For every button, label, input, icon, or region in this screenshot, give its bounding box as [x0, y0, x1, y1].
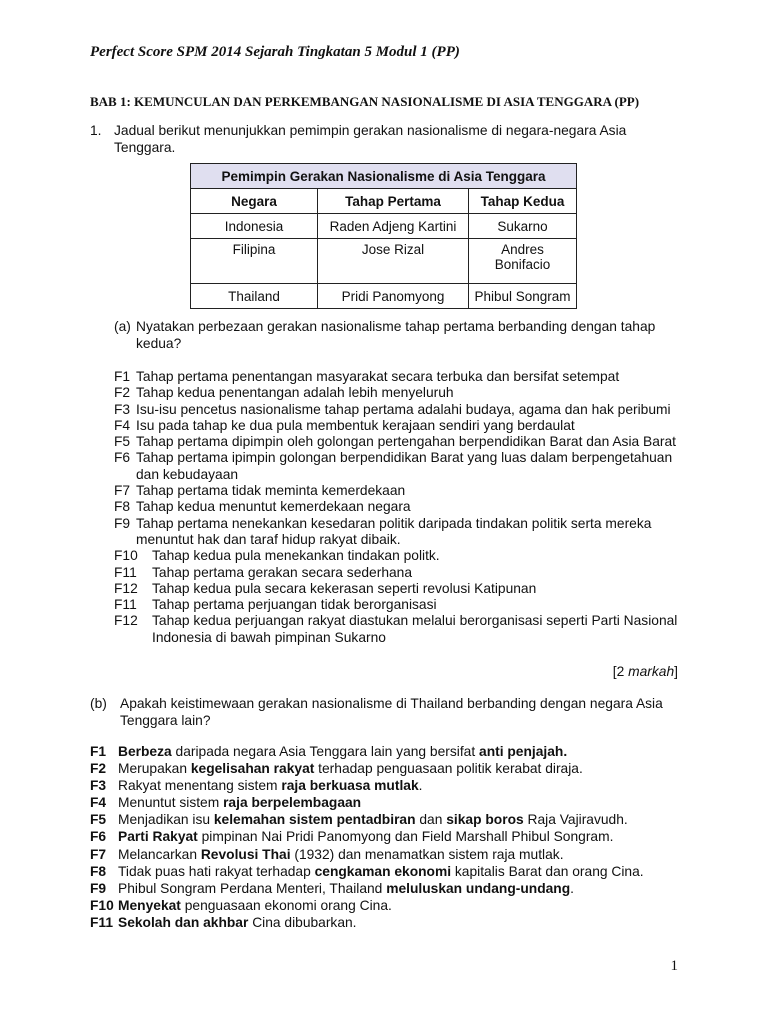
answer-text: Melancarkan — [118, 846, 201, 862]
table-cell: Pridi Panomyong — [318, 284, 469, 309]
table-cell: Phibul Songram — [469, 284, 577, 309]
answer-text: Tahap kedua pula secara kekerasan seperti revolusi Katipunan — [152, 580, 537, 596]
answer-bold-text: kegelisahan rakyat — [190, 761, 315, 777]
answer-key: F8 — [90, 863, 107, 879]
answer-key: F2 — [114, 385, 131, 401]
answer-text: kapitalis Barat dan orang Cina. — [451, 863, 644, 879]
answer-key: F12 — [114, 613, 138, 629]
answer-item — [114, 483, 694, 499]
table-header-cell: Tahap Kedua — [469, 189, 577, 214]
table-row — [191, 239, 577, 284]
table-row — [191, 284, 577, 309]
answer-key: F5 — [114, 434, 131, 450]
part-a-answer-list — [114, 369, 694, 646]
answer-text: Tahap pertama penentangan masyarakat secara terbuka dan bersifat setempat — [136, 369, 620, 384]
answer-bold-text: Sekolah dan akhbar — [118, 914, 249, 930]
table-cell: Jose Rizal — [318, 239, 469, 284]
answer-item — [90, 897, 710, 914]
answer-text: Cina dibubarkan. — [248, 914, 357, 930]
answer-text: Tahap kedua menuntut kemerdekaan negara — [136, 499, 411, 515]
table-header-cell: Tahap Pertama — [318, 189, 469, 214]
answer-key: F11 — [114, 564, 137, 580]
answer-key: F6 — [114, 450, 131, 466]
answer-item — [114, 369, 694, 385]
answer-item — [90, 880, 710, 897]
answer-key: F11 — [90, 914, 114, 930]
answer-key: F9 — [90, 880, 107, 896]
answer-bold-text: Revolusi Thai — [200, 846, 291, 862]
answer-bold-text: kelemahan sistem pentadbiran — [213, 812, 416, 828]
answer-key: F9 — [114, 515, 131, 531]
question-number: 1. — [90, 123, 102, 138]
marks-word: markah — [628, 664, 675, 679]
table-cell: Andres Bonifacio — [469, 239, 577, 284]
table-header-cell: Negara — [191, 189, 318, 214]
answer-key: F12 — [114, 580, 138, 596]
answer-text: Tahap pertama ipimpin golongan berpendidikan Barat yang luas dalam berpengetahuan dan kebudayaan — [136, 450, 673, 482]
answer-item — [114, 418, 694, 434]
answer-key: F1 — [90, 744, 107, 759]
table-row — [191, 214, 577, 239]
answer-text: Merupakan — [118, 761, 191, 777]
answer-item — [90, 760, 710, 777]
answer-item — [114, 434, 694, 450]
answer-item — [90, 743, 710, 760]
answer-item — [90, 777, 710, 794]
answer-key: F1 — [114, 369, 131, 384]
table-title: Pemimpin Gerakan Nasionalisme di Asia Tenggara — [191, 164, 577, 189]
answer-text: (1932) dan menamatkan sistem raja mutlak. — [290, 846, 564, 862]
answer-item — [90, 846, 710, 863]
answer-text: Tahap pertama gerakan secara sederhana — [152, 564, 413, 580]
answer-text: Rakyat menentang sistem — [118, 778, 282, 794]
answer-bold-text: cengkaman ekonomi — [314, 863, 452, 879]
answer-key: F11 — [114, 597, 137, 613]
answer-text: Tidak puas hati rakyat terhadap — [118, 863, 315, 879]
answer-item — [90, 794, 710, 811]
answer-bold-text: raja berpelembagaan — [223, 795, 362, 811]
answer-item — [114, 402, 694, 418]
marks-close: ] — [674, 664, 678, 679]
answer-key: F4 — [114, 417, 131, 433]
answer-item — [90, 863, 710, 880]
answer-text: Tahap pertama tidak meminta kemerdekaan — [136, 483, 406, 499]
question-text: Jadual berikut menunjukkan pemimpin gerakan nasionalisme di negara-negara Asia Tenggara. — [114, 123, 627, 155]
part-b-answer-list — [90, 743, 710, 931]
answer-bold-text: meluluskan undang-undang — [386, 880, 571, 896]
answer-key: F6 — [90, 829, 107, 845]
answer-text: . — [570, 880, 574, 896]
answer-text: Tahap kedua pula menekankan tindakan politk. — [152, 548, 440, 564]
answer-text: Raja Vajiravudh. — [523, 812, 628, 828]
answer-text: . — [418, 778, 423, 794]
answer-bold-text: sikap boros — [446, 812, 524, 828]
answer-text: Menuntut sistem — [118, 795, 224, 811]
answer-bold-text: Menyekat — [118, 897, 181, 913]
answer-text: Tahap kedua perjuangan rakyat diastukan melalui berorganisasi seperti Parti Nasional Indonesia di bawah pimpinan Sukarno — [152, 613, 678, 645]
chapter-title: BAB 1: KEMUNCULAN DAN PERKEMBANGAN NASIONALISME DI ASIA TENGGARA (PP) — [90, 94, 640, 109]
answer-bold-text: Parti Rakyat — [118, 829, 198, 845]
answer-text: Tahap kedua penentangan adalah lebih menyeluruh — [136, 385, 454, 401]
leaders-table — [190, 163, 577, 309]
answer-text: daripada negara Asia Tenggara lain yang bersifat — [171, 744, 480, 759]
part-b-label: (b) — [90, 696, 107, 711]
answer-key: F10 — [90, 897, 114, 913]
answer-item — [114, 499, 694, 515]
answer-text: penguasaan ekonomi orang Cina. — [180, 897, 392, 913]
answer-text: Isu-isu pencetus nasionalisme tahap pertama adalahi budaya, agama dan hak peribumi — [136, 401, 671, 417]
answer-item — [114, 548, 694, 564]
answer-item — [114, 565, 694, 581]
page-header: Perfect Score SPM 2014 Sejarah Tingkatan 5 Modul 1 (PP) — [90, 44, 460, 60]
answer-text: Phibul Songram Perdana Menteri, Thailand — [118, 880, 387, 896]
answer-key: F2 — [90, 761, 107, 777]
answer-text: pimpinan Nai Pridi Panomyong dan Field Marshall Phibul Songram. — [197, 829, 614, 845]
answer-key: F4 — [90, 795, 107, 811]
answer-text: Menjadikan isu — [118, 812, 214, 828]
answer-text: dan — [415, 812, 447, 828]
answer-text: Tahap pertama perjuangan tidak berorganisasi — [152, 597, 437, 613]
part-a-label: (a) — [114, 319, 131, 334]
part-a-question: Nyatakan perbezaan gerakan nasionalisme tahap pertama berbanding dengan tahap kedua? — [136, 319, 656, 351]
answer-item — [114, 581, 694, 597]
table-cell: Filipina — [191, 239, 318, 284]
answer-item — [114, 613, 694, 646]
answer-bold-text: anti penjajah. — [479, 744, 568, 759]
table-cell: Thailand — [191, 284, 318, 309]
answer-bold-text: Berbeza — [118, 744, 172, 759]
answer-item — [114, 597, 694, 613]
answer-key: F10 — [114, 548, 138, 564]
answer-key: F5 — [90, 812, 107, 828]
table-cell: Raden Adjeng Kartini — [318, 214, 469, 239]
answer-bold-text: raja berkuasa mutlak — [281, 778, 419, 794]
answer-key: F8 — [114, 499, 131, 515]
table-cell: Sukarno — [469, 214, 577, 239]
answer-item — [90, 811, 710, 828]
answer-key: F7 — [90, 846, 107, 862]
marks-open: [2 — [612, 664, 629, 679]
answer-item — [114, 385, 694, 401]
answer-text: Tahap pertama dipimpin oleh golongan pertengahan berpendidikan Barat dan Asia Barat — [136, 434, 676, 450]
part-b-question: Apakah keistimewaan gerakan nasionalisme di Thailand berbanding dengan negara Asia Tenggara lain? — [120, 696, 663, 728]
answer-key: F3 — [90, 778, 107, 794]
answer-text: terhadap penguasaan politik kerabat diraja. — [314, 761, 583, 777]
answer-item — [114, 450, 694, 483]
answer-key: F3 — [114, 401, 131, 417]
answer-text: Tahap pertama nenekankan kesedaran politik daripada tindakan politik serta mereka menuntut hak dan taraf hidup rakyat dibaik. — [136, 515, 652, 547]
table-cell: Indonesia — [191, 214, 318, 239]
answer-item — [114, 516, 694, 549]
answer-item — [90, 914, 710, 931]
answer-text: Isu pada tahap ke dua pula membentuk kerajaan sendiri yang berdaulat — [136, 417, 575, 433]
answer-item — [90, 828, 710, 845]
answer-key: F7 — [114, 483, 131, 499]
page-number: 1 — [670, 958, 678, 974]
marks-label — [613, 664, 678, 679]
